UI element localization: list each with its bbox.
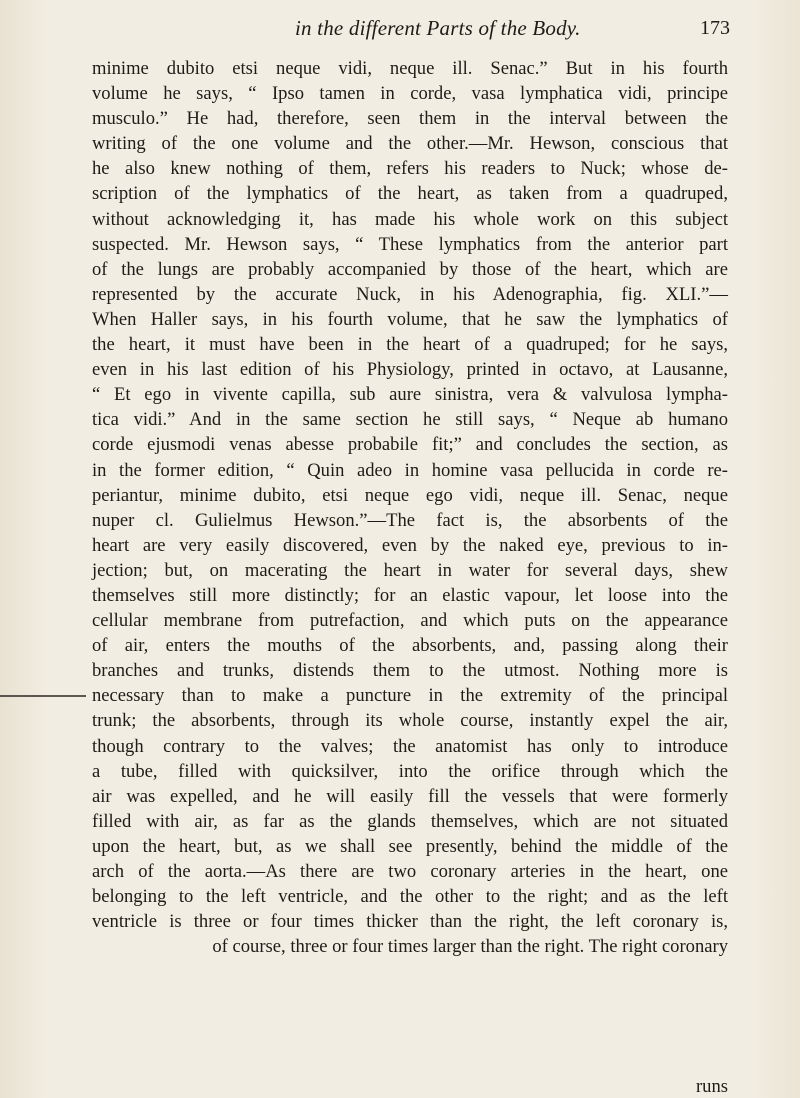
- text-line: volume he says, “ Ipso tamen in corde, vasa lymphatica vidi, principe: [92, 83, 728, 105]
- text-line: of the lungs are probably accompanied by those of the heart, which are: [92, 258, 728, 280]
- text-line: heart are very easily discovered, even by the naked eye, previous to in-: [92, 534, 728, 556]
- text-line: represented by the accurate Nuck, in his Adenographia, fig. XLI.”—: [92, 283, 728, 305]
- text-line: When Haller says, in his fourth volume, that he saw the lymphatics of: [92, 308, 728, 330]
- text-line: nuper cl. Gulielmus Hewson.”—The fact is, the absorbents of the: [92, 509, 728, 531]
- text-line: of air, enters the mouths of the absorbents, and, passing along their: [92, 635, 728, 657]
- text-line: suspected. Mr. Hewson says, “ These lymphatics from the anterior part: [92, 233, 728, 255]
- text-line: of course, three or four times larger than the right. The right coronary: [212, 936, 728, 958]
- text-line: necessary than to make a puncture in the extremity of the principal: [92, 685, 728, 707]
- body-paragraph: [92, 56, 728, 959]
- text-line: filled with air, as far as the glands themselves, which are not situated: [92, 810, 728, 832]
- text-line: scription of the lymphatics of the heart, as taken from a quadruped,: [92, 183, 728, 205]
- text-line: jection; but, on macerating the heart in water for several days, shew: [92, 559, 728, 581]
- text-line: the heart, it must have been in the heart of a quadruped; for he says,: [92, 334, 728, 356]
- text-line: writing of the one volume and the other.—Mr. Hewson, conscious that: [92, 133, 728, 155]
- text-line: without acknowledging it, has made his whole work on this subject: [92, 208, 728, 230]
- text-line: trunk; the absorbents, through its whole course, instantly expel the air,: [92, 710, 728, 732]
- text-line: themselves still more distinctly; for an elastic vapour, let loose into the: [92, 584, 728, 606]
- running-head: in the different Parts of the Body.: [295, 16, 581, 40]
- text-line: cellular membrane from putrefaction, and which puts on the appearance: [92, 610, 728, 632]
- page-number: 173: [700, 17, 730, 39]
- text-line: though contrary to the valves; the anatomist has only to introduce: [92, 735, 728, 757]
- text-line: tica vidi.” And in the same section he still says, “ Neque ab humano: [92, 409, 728, 431]
- text-line: arch of the aorta.—As there are two coronary arteries in the heart, one: [92, 861, 728, 882]
- text-line: branches and trunks, distends them to the utmost. Nothing more is: [92, 660, 728, 682]
- text-line: “ Et ego in vivente capilla, sub aure sinistra, vera & valvulosa lympha-: [92, 384, 728, 406]
- text-line: belonging to the left ventricle, and the other to the right; and as the left: [92, 886, 728, 908]
- text-line: he also knew nothing of them, refers his readers to Nuck; whose de-: [92, 158, 728, 180]
- text-line: corde ejusmodi venas abesse probabile fit;” and concludes the section, as: [92, 434, 728, 456]
- text-line: periantur, minime dubito, etsi neque ego vidi, neque ill. Senac, neque: [92, 484, 728, 506]
- margin-rule: [0, 695, 86, 697]
- text-line: in the former edition, “ Quin adeo in homine vasa pellucida in corde re-: [92, 459, 728, 481]
- text-line: air was expelled, and he will easily fill the vessels that were formerly: [92, 785, 728, 807]
- page-header: [90, 16, 730, 46]
- text-line: musculo.” He had, therefore, seen them in the interval between the: [92, 108, 728, 130]
- catchword: runs: [695, 1076, 728, 1097]
- text-line: minime dubito etsi neque vidi, neque ill. Senac.” But in his fourth: [92, 58, 728, 79]
- text-line: a tube, filled with quicksilver, into the orifice through which the: [92, 760, 728, 782]
- text-line: even in his last edition of his Physiology, printed in octavo, at Lausanne,: [92, 359, 728, 381]
- text-line: ventricle is three or four times thicker than the right, the left coronary is,: [92, 911, 728, 933]
- text-line: upon the heart, but, as we shall see presently, behind the middle of the: [92, 835, 728, 857]
